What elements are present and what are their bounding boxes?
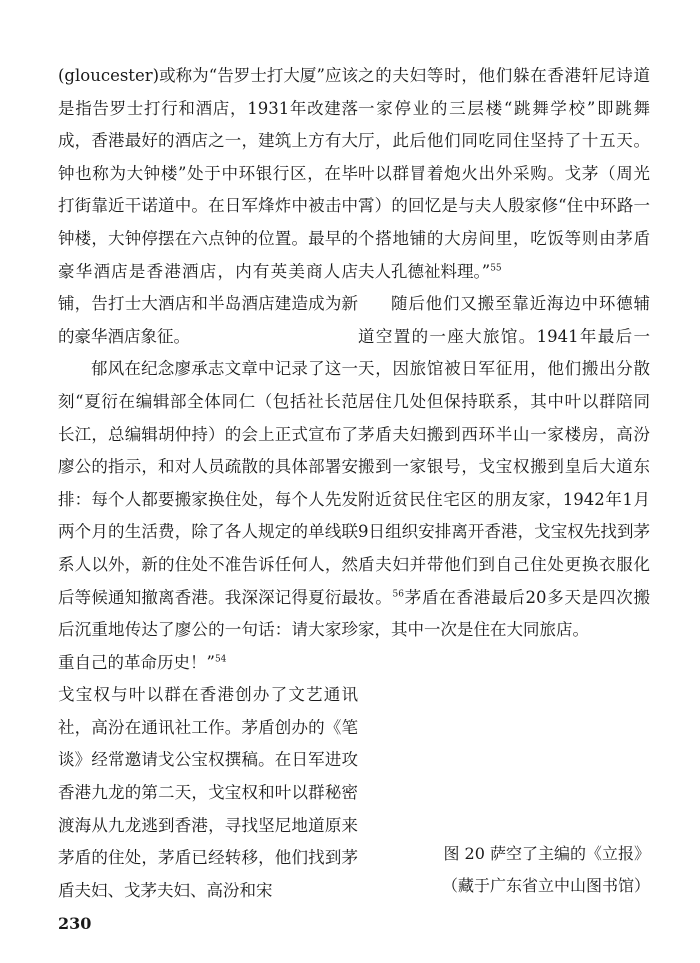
- right-column: [358, 60, 650, 647]
- caption-line-title: 图 20 萨空了主编的《立报》: [443, 844, 650, 863]
- paragraph-gebaoquan: [58, 679, 358, 907]
- footnote-marker: 54: [214, 654, 227, 665]
- figure-caption: [380, 838, 650, 902]
- paragraph-relocation: [358, 288, 650, 647]
- footnote-marker: 55: [490, 263, 502, 274]
- footnote-marker: 56: [392, 589, 404, 599]
- paragraph-text: 茅盾在香港最后20多天是四次搬家，其中一次是住在大同旅店。: [358, 587, 651, 640]
- paragraph-text: (gloucester)或称为“告罗士打大厦”应该是指告罗士打行和酒店，1931年改建落成，香港最好的酒店之一，建筑上方有大钟也称为大钟楼”处于中环银行区，在毕打街靠近干诺道中。在日军烽炸中被击中钟楼，大钟停摆在六点钟的位置。最早的豪华酒店是香港酒店，内有英美商人店铺，告打士大酒店和半岛酒店建造成为新的豪华酒店象征。: [58, 66, 358, 346]
- page-number: 230: [58, 914, 92, 933]
- paragraph-yufeng: [58, 353, 358, 679]
- paragraph-continued: [358, 60, 650, 288]
- paragraph-text: 郁风在纪念廖承志文章中记录了这一刻“夏衍在编辑部全体同仁（包括社长范长江，总编辑胡仲持）的会上正式宣布了廖公的指示，和对人员疏散的具体部署安排：每个人都要搬家换住处，每个人先发两个月的生活费，除了各人规定的单线联系人以外，新的住处不准告诉任何人，然后等候通知撤离香港。我深深记得夏衍最后沉重地传达了廖公的一句话：请大家珍重自己的革命历史！”: [58, 359, 358, 672]
- left-column: [58, 60, 358, 907]
- caption-line-source: （藏于广东省立中山图书馆）: [441, 876, 650, 895]
- paragraph-text: 随后他们又搬至靠近海边中环德辅道空置的一座大旅馆。1941年最后一天，因旅馆被日军征用，他们搬出分散居住几处但保持联系，其中叶以群陪同茅盾夫妇搬到西环半山一家楼房，高汾搬到一家银号，戈宝权搬到皇后大道东附近贫民住宅区的朋友家，1942年1月9日组织安排离开香港，戈宝权先找到茅盾夫妇并带他们到自己住处更换衣服化妆。: [358, 294, 650, 607]
- paragraph-text: 之的夫妇等时，他们躲在香港轩尼诗道一家停业的三层楼“跳舞学校”即跳舞厅，此后他们同吃同住坚持了十五天。叶以群冒着炮火出外采购。戈茅（周光霄）的回忆是与夫人殷家修“住中环路一个搭地铺的大房间里，吃饭等则由茅盾夫人孔德祉料理。”: [358, 66, 650, 281]
- paragraph-gloucester: [58, 60, 358, 353]
- paragraph-text: 戈宝权与叶以群在香港创办了文艺通讯社，高汾在通讯社工作。茅盾创办的《笔谈》经常邀请戈公宝权撰稿。在日军进攻香港九龙的第二天，戈宝权和叶以群秘密渡海从九龙逃到香港，寻找坚尼地道原来茅盾的住处，茅盾已经转移，他们找到茅盾夫妇、戈茅夫妇、高汾和宋: [58, 685, 358, 900]
